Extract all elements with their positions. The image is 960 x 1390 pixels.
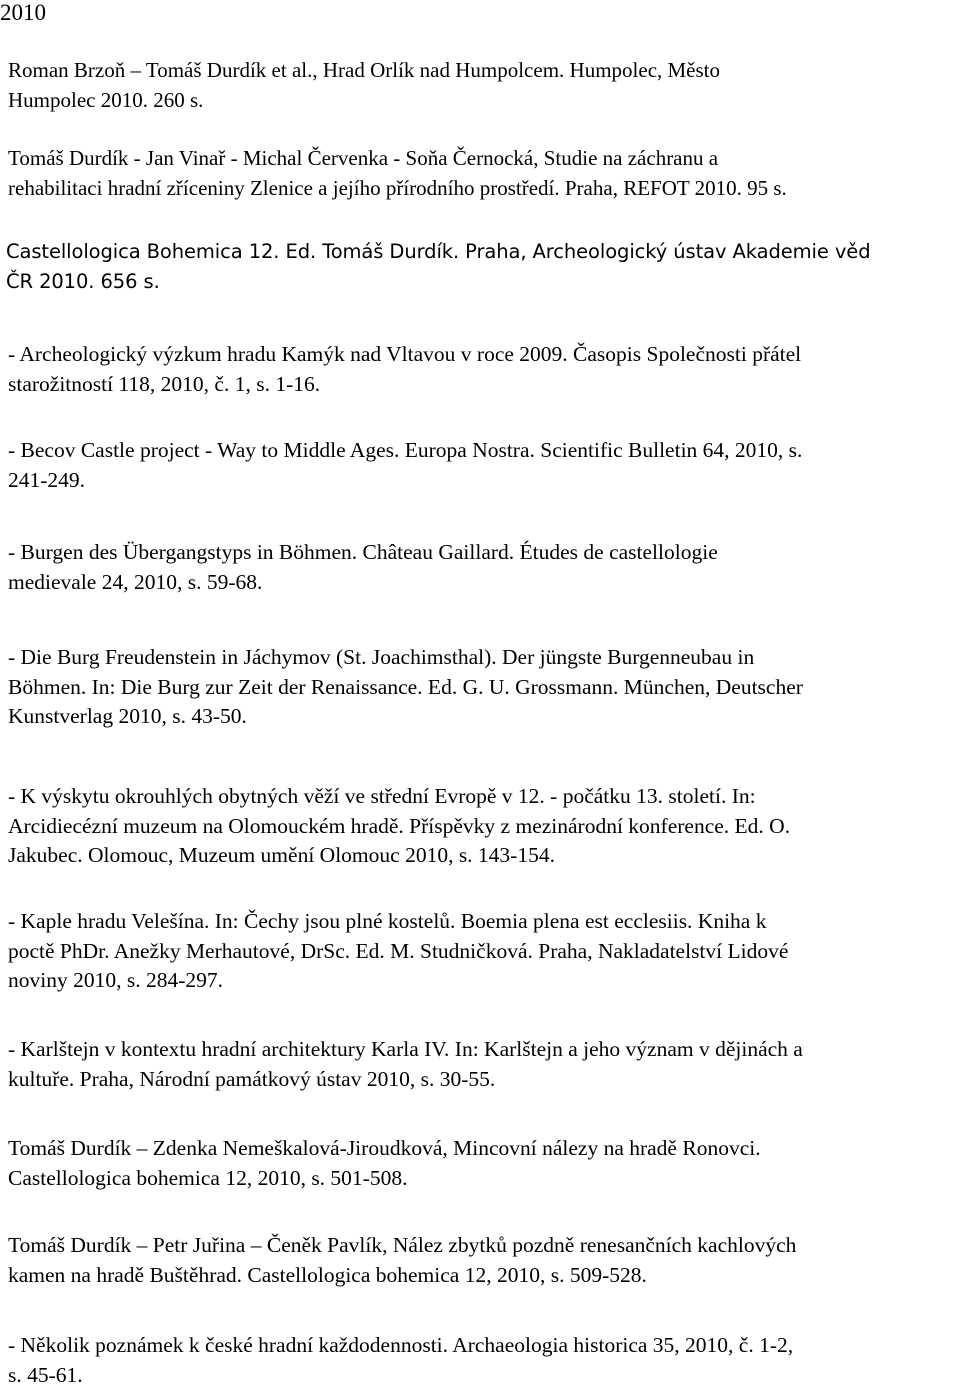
- entry-line: Kunstverlag 2010, s. 43-50.: [8, 702, 958, 732]
- entry-line: starožitností 118, 2010, č. 1, s. 1-16.: [8, 370, 958, 400]
- bibliography-entry: [8, 1331, 958, 1390]
- bibliography-entry: [8, 538, 958, 597]
- entry-line: - K výskytu okrouhlých obytných věží ve střední Evropě v 12. - počátku 13. století. In:: [8, 782, 958, 812]
- entry-line: Tomáš Durdík – Zdenka Nemeškalová-Jiroudková, Mincovní nálezy na hradě Ronovci.: [8, 1134, 958, 1164]
- bibliography-entry: [8, 907, 958, 996]
- entry-line: - Kaple hradu Velešína. In: Čechy jsou plné kostelů. Boemia plena est ecclesiis. Kniha k: [8, 907, 958, 937]
- bibliography-entry: [8, 144, 958, 203]
- entry-line: poctě PhDr. Anežky Merhautové, DrSc. Ed. M. Studničková. Praha, Nakladatelství Lidové: [8, 937, 958, 967]
- page-heading-year: 2010: [0, 0, 46, 26]
- entry-line: - Archeologický výzkum hradu Kamýk nad Vltavou v roce 2009. Časopis Společnosti přátel: [8, 340, 958, 370]
- entry-line: rehabilitaci hradní zříceniny Zlenice a jejího přírodního prostředí. Praha, REFOT 2010. 95 s.: [8, 174, 958, 204]
- entry-line: kamen na hradě Buštěhrad. Castellologica bohemica 12, 2010, s. 509-528.: [8, 1261, 958, 1291]
- entry-line: Roman Brzoň – Tomáš Durdík et al., Hrad Orlík nad Humpolcem. Humpolec, Město: [8, 56, 958, 86]
- entry-line: s. 45-61.: [8, 1361, 958, 1390]
- entry-line: Tomáš Durdík - Jan Vinař - Michal Červenka - Soňa Černocká, Studie na záchranu a: [8, 144, 958, 174]
- entry-line: - Becov Castle project - Way to Middle Ages. Europa Nostra. Scientific Bulletin 64, 2010, s.: [8, 436, 958, 466]
- entry-line: 241-249.: [8, 466, 958, 496]
- entry-line: - Die Burg Freudenstein in Jáchymov (St. Joachimsthal). Der jüngste Burgenneubau in: [8, 643, 958, 673]
- bibliography-entry: [8, 56, 958, 115]
- entry-line: Castellologica Bohemica 12. Ed. Tomáš Durdík. Praha, Archeologický ústav Akademie věd: [6, 237, 956, 267]
- entry-line: - Několik poznámek k české hradní každodennosti. Archaeologia historica 35, 2010, č. 1-2,: [8, 1331, 958, 1361]
- bibliography-entry: [8, 1134, 958, 1193]
- entry-line: medievale 24, 2010, s. 59-68.: [8, 568, 958, 598]
- bibliography-entry: [8, 1035, 958, 1094]
- entry-line: Castellologica bohemica 12, 2010, s. 501-508.: [8, 1164, 958, 1194]
- entry-line: Tomáš Durdík – Petr Juřina – Čeněk Pavlík, Nález zbytků pozdně renesančních kachlových: [8, 1231, 958, 1261]
- entry-line: Humpolec 2010. 260 s.: [8, 86, 958, 116]
- bibliography-entry: [8, 643, 958, 732]
- entry-line: Arcidiecézní muzeum na Olomouckém hradě. Příspěvky z mezinárodní konference. Ed. O.: [8, 812, 958, 842]
- bibliography-entry: [8, 1231, 958, 1290]
- entry-line: Böhmen. In: Die Burg zur Zeit der Renaissance. Ed. G. U. Grossmann. München, Deutscher: [8, 673, 958, 703]
- bibliography-entry: [6, 237, 956, 296]
- entry-line: - Burgen des Übergangstyps in Böhmen. Château Gaillard. Études de castellologie: [8, 538, 958, 568]
- entry-line: noviny 2010, s. 284-297.: [8, 966, 958, 996]
- entry-line: Jakubec. Olomouc, Muzeum umění Olomouc 2010, s. 143-154.: [8, 841, 958, 871]
- bibliography-entry: [8, 782, 958, 871]
- entry-line: ČR 2010. 656 s.: [6, 267, 956, 297]
- entry-line: kultuře. Praha, Národní památkový ústav 2010, s. 30-55.: [8, 1065, 958, 1095]
- bibliography-entry: [8, 436, 958, 495]
- entry-line: - Karlštejn v kontextu hradní architektury Karla IV. In: Karlštejn a jeho význam v dějinách a: [8, 1035, 958, 1065]
- bibliography-entry: [8, 340, 958, 399]
